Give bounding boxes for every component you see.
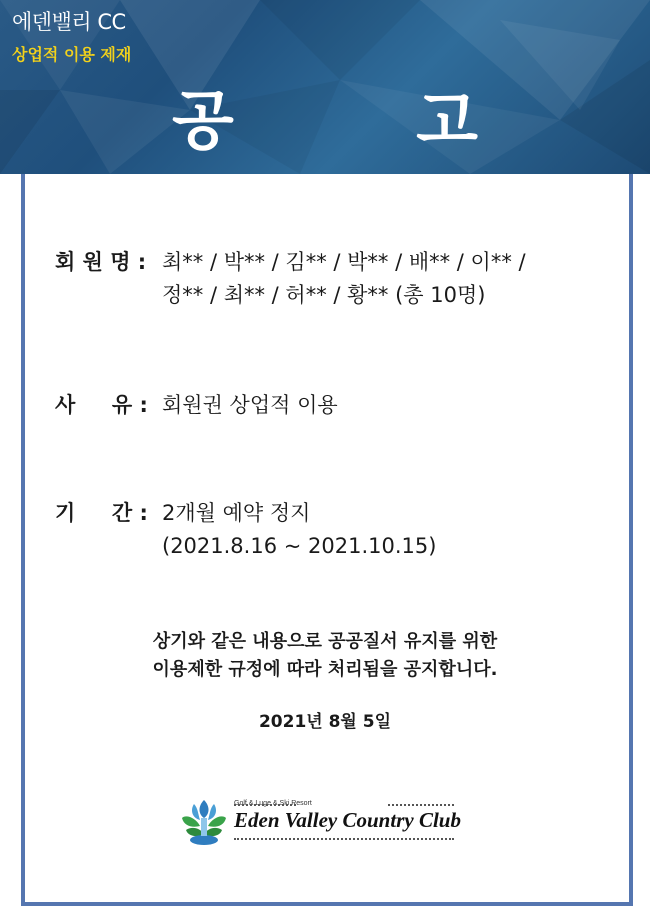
logo-divider-top-left — [234, 804, 296, 806]
notice-text — [0, 628, 650, 684]
period-line-1: 2개월 예약 정지 — [162, 501, 311, 525]
period-line-2: (2021.8.16 ~ 2021.10.15) — [162, 534, 437, 558]
members-label: 회 원 명 : — [55, 250, 147, 274]
club-logo — [178, 796, 468, 848]
period-label: 기 간 : — [55, 501, 148, 525]
header-banner — [0, 0, 650, 174]
fountain-emblem-icon — [178, 796, 230, 848]
notice-date: 2021년 8월 5일 — [258, 712, 392, 732]
logo-divider-bottom — [234, 838, 454, 840]
members-line-2: 정** / 최** / 허** / 황** (총 10명) — [162, 283, 486, 307]
notice-line-1: 상기와 같은 내용으로 공공질서 유지를 위한 — [152, 631, 498, 652]
reason-value: 회원권 상업적 이용 — [162, 393, 338, 417]
logo-name: Eden Valley Country Club — [234, 808, 461, 832]
notice-line-2: 이용제한 규정에 따라 처리됨을 공지합니다. — [152, 659, 498, 680]
reason-label: 사 유 : — [55, 393, 148, 417]
logo-divider-top-right — [388, 804, 454, 806]
logo-tagline: Golf & Luge & Ski Resort — [234, 800, 312, 807]
org-name: 에덴밸리 CC — [12, 10, 126, 34]
subtitle: 상업적 이용 제재 — [12, 45, 132, 64]
page-title: 공 고 — [172, 85, 558, 159]
members-line-1: 최** / 박** / 김** / 박** / 배** / 이** / — [162, 250, 526, 274]
